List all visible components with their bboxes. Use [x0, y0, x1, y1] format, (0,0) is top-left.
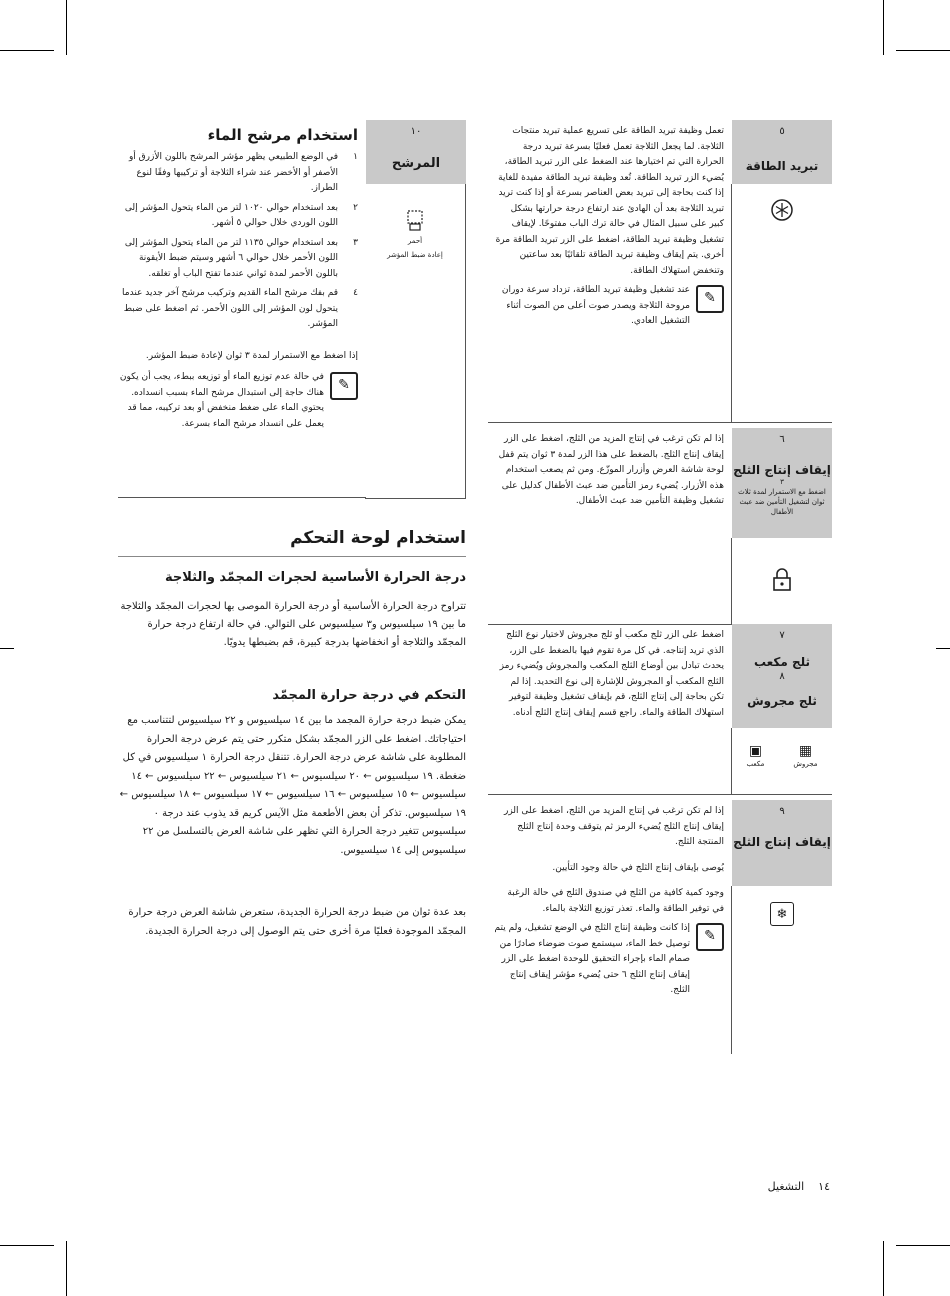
- power-cool-note: [494, 283, 724, 330]
- step-text: في الوضع الطبيعي يظهر مؤشر المرشح باللون الأزرق أو الأصفر أو الأخضر عند شراء الثلاجة أو تركيبها وفقًا لنوع الطراز.: [128, 152, 338, 193]
- ice-off-lock-section: [488, 428, 832, 624]
- ice-icons: [732, 740, 832, 769]
- power-cool-body: [494, 124, 724, 330]
- ice-maker-off-text-3: وجود كمية كافية من الثلج في صندوق الثلج في حالة الرغبة في توفير الطاقة والماء. تعذر توزيع الثلاجة بالماء.: [507, 888, 724, 914]
- divider: [118, 497, 366, 498]
- cubed-ice-icon: ▣: [748, 743, 763, 759]
- step-text: بعد استخدام حوالي ١٠٢٠ لتر من الماء يتحول المؤشر إلى اللون الوردي خلال حوالي ٥ أشهر.: [124, 202, 338, 228]
- ice-type-header: [732, 624, 832, 728]
- divider: [118, 556, 466, 557]
- crop-mark: [66, 1241, 67, 1296]
- ice-maker-off-note: [494, 921, 724, 999]
- crop-mark: [0, 50, 54, 51]
- step-3: [118, 236, 358, 283]
- crop-mark: [936, 648, 950, 649]
- section-title: إيقاف إنتاج الثلج: [733, 463, 831, 477]
- filter-header: [366, 120, 466, 184]
- base-temp-heading: درجة الحرارة الأساسية لحجرات المجمّد والثلاجة: [165, 570, 466, 585]
- reset-text: إذا اضغط مع الاستمرار لمدة ٣ ثوان لإعادة ضبط المؤشر.: [145, 350, 358, 361]
- base-temp-text: تتراوح درجة الحرارة الأساسية أو درجة الحرارة الموصى بها لحجرات المجمّد والثلاجة ما بين ١٩ سيلسيوس و٣ سيلسيوس على التوالي. في حالة ارتفاع درجة حرارة المجمّد والثلاجة أو انخفاضها بدرجة كبيرة، قم بضبطها يدويًا.: [120, 601, 466, 648]
- page-footer: [768, 1180, 830, 1193]
- ice-type-text: اضغط على الزر ثلج مكعب أو ثلج مجروش لاختيار نوع الثلج الذي تريد إنتاجه. في كل مرة تقوم فيها بالضغط على الزر، يحدث تبادل بين أوضاع الثلج المكعب والمجروش ويُضيء رمز الثلج المكعب أو المجروش للإشارة إلى نوع التحديد. إذا لم تكن بحاجة إلى إنتاج الثلج، قم بإيقاف تشغيل وظيفة لتوفير استهلاك الطاقة والماء. راجع قسم إيقاف إنتاج الثلج أدناه.: [499, 630, 724, 718]
- filter-section: [118, 120, 466, 498]
- lock-icon: [732, 568, 832, 596]
- ice-off-body: [494, 432, 724, 510]
- crushed-icon-wrap: [793, 740, 817, 769]
- step-2: [118, 201, 358, 232]
- filter-icon-label: أحمر: [407, 237, 423, 245]
- filter-note: [118, 370, 358, 432]
- cubed-label: مكعب: [746, 760, 765, 768]
- section-title-2: ثلج مجروش: [747, 694, 817, 708]
- section-title: إيقاف إنتاج الثلج: [733, 835, 831, 849]
- divider: [488, 794, 832, 795]
- section-number: ٦: [779, 434, 785, 445]
- ice-maker-off-header: [732, 800, 832, 886]
- note-text: إذا كانت وظيفة إنتاج الثلج في الوضع تشغيل، ولم يتم توصيل خط الماء، سيستمع صوت ضوضاء صادرًا من صمام الماء بإجراء التحقيق للوحدة اضغط على الزر إيقاف إنتاج الثلج ٦ حتى يُضيء مؤشر إيقاف إنتاج الثلج.: [494, 923, 690, 995]
- crop-mark: [883, 0, 884, 55]
- snowflake-icon: [732, 198, 832, 226]
- crushed-label: مجروش: [793, 760, 818, 768]
- crop-mark: [896, 50, 950, 51]
- filter-heading: استخدام مرشح الماء: [207, 126, 358, 144]
- crop-mark: [0, 648, 14, 649]
- ice-type-side: [731, 728, 832, 794]
- section-subnumber: ٣: [780, 478, 784, 486]
- section-number: ٩: [779, 806, 785, 817]
- freezer-temp-text-2: بعد عدة ثوان من ضبط درجة الحرارة الجديدة، ستعرض شاشة العرض درجة حرارة المجمّد الموجودة فعليًا مرة أخرى حتى يتم الوصول إلى درجة الحرارة الجديدة.: [128, 907, 466, 937]
- note-text: عند تشغيل وظيفة تبريد الطاقة، تزداد سرعة دوران مروحة الثلاجة ويصدر صوت أعلى من الصوت أثناء التشغيل العادي.: [501, 285, 690, 326]
- crop-mark: [66, 0, 67, 55]
- divider: [488, 422, 832, 423]
- filter-icon-caption: إعادة ضبط المؤشر: [387, 251, 443, 259]
- step-4: [118, 286, 358, 333]
- step-text: بعد استخدام حوالي ١١٣٥ لتر من الماء يتحول المؤشر إلى اللون الأحمر خلال حوالي ٦ أشهر وسيتم ضبط الأيقونة باللون الأحمر لمدة ثواني عندما تفتح الباب أو تغلقه.: [124, 237, 338, 279]
- usage-title: استخدام لوحة التحكم: [290, 528, 466, 548]
- step-number: ٢: [353, 202, 358, 213]
- step-text: قم بفك مرشح الماء القديم وتركيب مرشح آخر جديد عندما يتحول لون المؤشر إلى اللون الأحمر. ثم اضغط على ضبط المؤشر.: [122, 288, 338, 329]
- cubed-icon-wrap: [747, 740, 765, 769]
- ice-off-header: [732, 428, 832, 538]
- ice-off-icon-wrap: [732, 902, 832, 926]
- ice-type-body: [494, 628, 724, 721]
- ice-maker-off-side: [731, 886, 832, 1054]
- crop-mark: [896, 1245, 950, 1246]
- ice-maker-off-body: [494, 804, 724, 999]
- ice-off-side: [731, 538, 832, 624]
- ice-maker-off-text-2: يُوصى بإيقاف إنتاج الثلج في حالة وجود التأيين.: [552, 862, 724, 873]
- page-section-name: التشغيل: [767, 1180, 805, 1193]
- page-number: ١٤: [818, 1180, 830, 1193]
- ice-off-text: إذا لم تكن ترغب في إنتاج المزيد من الثلج، اضغط على الزر إيقاف إنتاج الثلج. بالضغط على هذا الزر لمدة ٣ ثوان يتم قفل لوحة شاشة العرض وأزرار الموزّع. ومن ثم يصعب استخدام هذه الأزرار. يُضيء رمز التأمين ضد عبث الأطفال كدليل على تشغيل وظيفة التأمين ضد عبث الأطفال.: [498, 434, 724, 506]
- ice-maker-off-section: [488, 800, 832, 1054]
- section-number: ٧: [779, 630, 785, 641]
- note-icon: ✎: [696, 285, 724, 313]
- filter-icon: [406, 210, 424, 232]
- step-number: ٣: [353, 237, 358, 248]
- step-1: [118, 150, 358, 197]
- section-title: ثلج مكعب: [753, 655, 811, 669]
- freezer-temp-text: يمكن ضبط درجة حرارة المجمد ما بين ١٤ سيلسيوس و ٢٢ سيلسيوس لتتناسب مع احتياجاتك. اضغط على الزر المجمّد بشكل متكرر حتى يتم عرض درجة الحرارة المطلوبة على شاشة عرض درجة الحرارة. تتنقل درجة الحرارة ١ سيلسيوس في كل ضغطة. ١٩ سيلسيوس ← ٢٠ سيلسيوس ← ٢١ سيلسيوس ← ٢٢ سيلسيوس ← ١٤ سيلسيوس ← ١٥ سيلسيوس ← ١٦ سيلسيوس ← ١٧ سيلسيوس ← ١٨ سيلسيوس ← ١٩ سيلسيوس. تذكر أن بعض الأطعمة مثل الآيس كريم قد يذوب عند درجة ٠ سيلسيوس تتغير درجة الحرارة التي تظهر على شاشة العرض بالتسلسل من ٢٢ سيلسيوس إلى ١٤ سيلسيوس.: [119, 715, 466, 856]
- section-title: تبريد الطاقة: [745, 159, 819, 173]
- freezer-temp-heading: التحكم في درجة حرارة المجمّد: [272, 688, 466, 703]
- power-cool-text: تعمل وظيفة تبريد الطاقة على تسريع عملية تبريد منتجات الثلاجة. لما يجعل الثلاجة تعمل فعليًا بسرعة تبريد درجة الحرارة التي تم اختيارها عند الضغط على الزر تبريد الطاقة، يُضيء الزر تبريد الطاقة. تُعد وظيفة تبريد الطاقة مفيدة للغاية إذا كنت بحاجة إلى تبريد بعض العناصر بسرعة أو إذا كنت تريد تبريد الثلاجة بعد أن الهادئ عند ارتفاع درجة حرارتها بشكل كبير على سبيل المثال في حالة ترك الباب مفتوحًا. لإيقاف تشغيل وظيفة تبريد الطاقة، اضغط على الزر تبريد الطاقة مرة أخرى. يتم إيقاف وظيفة تبريد الطاقة تلقائيًا بعد ساعتين وتنخفض استهلاك الطاقة.: [495, 126, 724, 276]
- power-cool-section: [488, 120, 832, 422]
- section-title: المرشح: [391, 156, 441, 171]
- power-cool-header: [732, 120, 832, 184]
- crop-mark: [0, 1245, 54, 1246]
- filter-button-graphic: [365, 210, 465, 260]
- note-icon: ✎: [696, 923, 724, 951]
- lock-caption: اضغط مع الاستمرار لمدة ثلاث ثوان لتشغيل التأمين ضد عبث الأطفال: [738, 488, 826, 516]
- section-number-2: ٨: [779, 671, 785, 682]
- step-number: ٤: [353, 288, 358, 298]
- ice-off-icon: ❄: [770, 902, 794, 926]
- filter-body: [118, 150, 358, 432]
- step-number: ١: [353, 152, 358, 162]
- section-number: ٥: [779, 126, 785, 137]
- note-icon: ✎: [330, 372, 358, 400]
- filter-side: [365, 184, 466, 499]
- ice-maker-off-text-1: إذا لم تكن ترغب في إنتاج المزيد من الثلج، اضغط على الزر إيقاف إنتاج الثلج يُضيء الرمز ثم يتوقف وحدة إنتاج الثلج المنتجة الثلج.: [503, 806, 724, 847]
- crushed-ice-icon: ▦: [798, 743, 813, 759]
- note-text: في حالة عدم توزيع الماء أو توزيعه ببطء، يجب أن يكون هناك حاجة إلى استبدال مرشح الماء بسبب انسداده. يحتوي الماء على ضغط منخفض أو بعد تركيبه، مما قد يعمل على انسداد مرشح الماء بسرعة.: [119, 372, 324, 429]
- crop-mark: [883, 1241, 884, 1296]
- section-number: ١٠: [410, 126, 422, 137]
- ice-type-section: [488, 624, 832, 794]
- power-cool-side: [731, 184, 832, 422]
